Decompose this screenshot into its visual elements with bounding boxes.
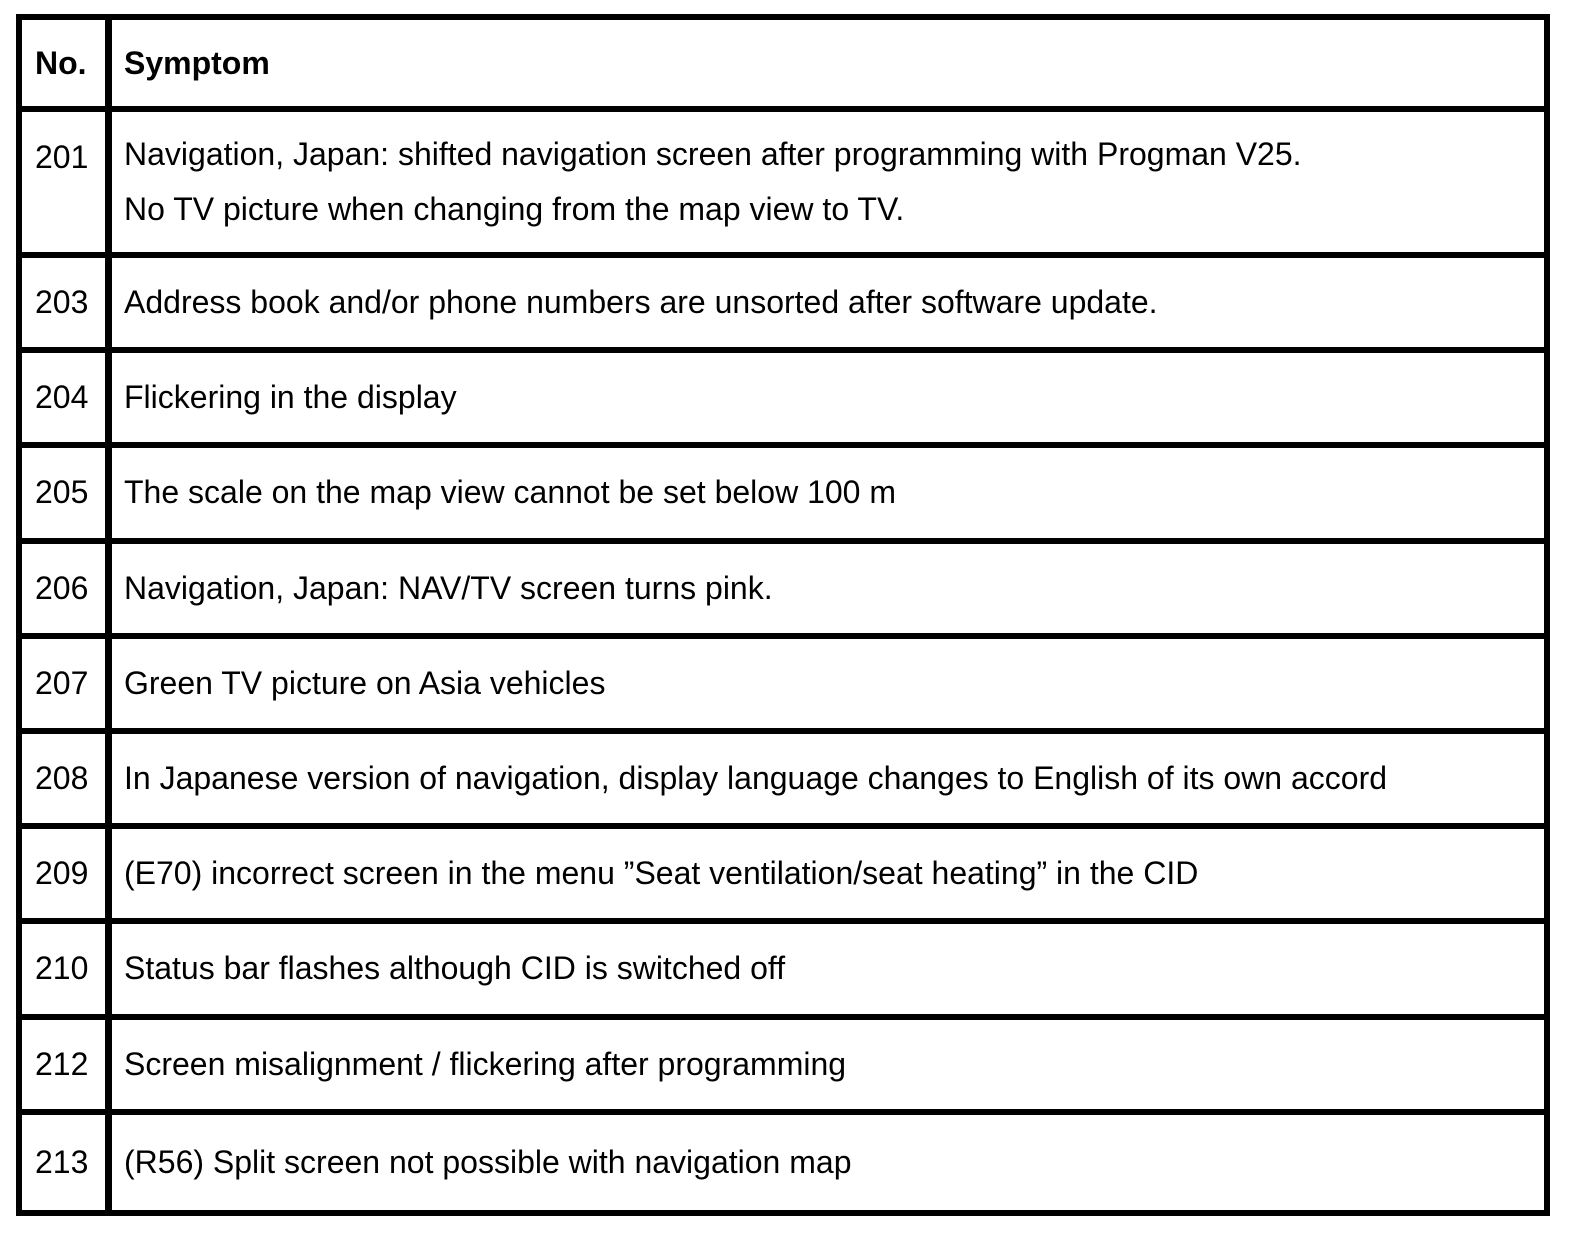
row-symptom: In Japanese version of navigation, display language changes to English of its own accord	[112, 734, 1544, 829]
row-no: 210	[22, 924, 112, 1019]
row-symptom: The scale on the map view cannot be set below 100 m	[112, 448, 1544, 543]
header-symptom: Symptom	[112, 20, 1544, 112]
row-no: 209	[22, 829, 112, 924]
row-symptom	[112, 112, 1544, 258]
symptom-line: No TV picture when changing from the map view to TV.	[124, 191, 905, 227]
row-no: 212	[22, 1020, 112, 1115]
symptom-table	[16, 14, 1550, 1216]
row-symptom: Address book and/or phone numbers are unsorted after software update.	[112, 258, 1544, 353]
row-no: 206	[22, 544, 112, 639]
row-symptom: (E70) incorrect screen in the menu ”Seat ventilation/seat heating” in the CID	[112, 829, 1544, 924]
row-no: 201	[22, 112, 112, 258]
row-no: 203	[22, 258, 112, 353]
row-symptom: Flickering in the display	[112, 353, 1544, 448]
symptom-line: Navigation, Japan: shifted navigation screen after programming with Progman V25.	[124, 136, 1302, 172]
row-no: 204	[22, 353, 112, 448]
row-symptom: Navigation, Japan: NAV/TV screen turns pink.	[112, 544, 1544, 639]
row-no: 208	[22, 734, 112, 829]
row-symptom: Screen misalignment / flickering after programming	[112, 1020, 1544, 1115]
row-no: 207	[22, 639, 112, 734]
row-symptom: Green TV picture on Asia vehicles	[112, 639, 1544, 734]
header-no: No.	[22, 20, 112, 112]
row-symptom: (R56) Split screen not possible with navigation map	[124, 1143, 852, 1180]
row-no: 213	[22, 1115, 112, 1210]
row-symptom: Status bar flashes although CID is switched off	[112, 924, 1544, 1019]
row-no: 205	[22, 448, 112, 543]
